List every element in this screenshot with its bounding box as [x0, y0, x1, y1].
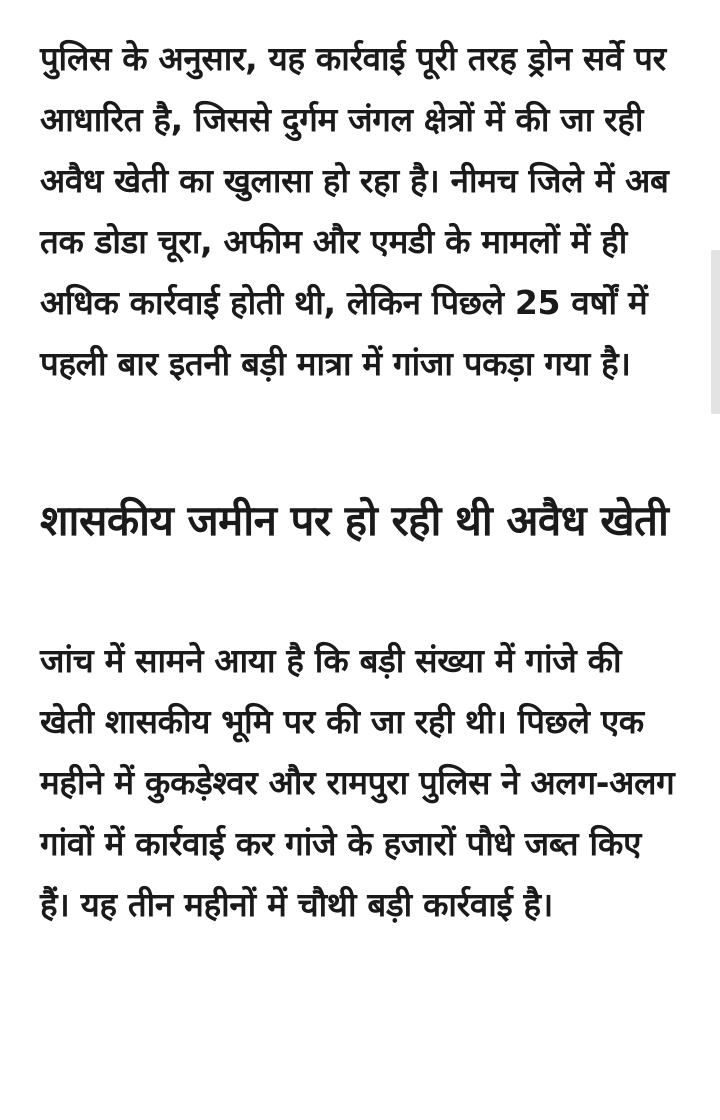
article-paragraph: पुलिस के अनुसार, यह कार्रवाई पूरी तरह ड्रोन सर्वे पर आधारित है, जिससे दुर्गम जंगल क्षेत्रों में की जा रही अवैध खेती का खुलासा हो रहा है। नीमच जिले में अब तक डोडा चूरा, अफीम और एमडी के मामलों में ही अधिक कार्रवाई होती थी, लेकिन पिछले 25 वर्षों में पहली बार इतनी बड़ी मात्रा में गांजा पकड़ा गया है। — [40, 39, 669, 383]
article-paragraph: जांच में सामने आया है कि बड़ी संख्या में गांजे की खेती शासकीय भूमि पर की जा रही थी। पिछले एक महीने में कुकड़ेश्वर और रामपुरा पुलिस ने अलग-अलग गांवों में कार्रवाई कर गांजे के हजारों पौधे जब्त किए हैं। यह तीन महीनों में चौथी बड़ी कार्रवाई है। — [40, 641, 675, 924]
section-heading: शासकीय जमीन पर हो रही थी अवैध खेती — [40, 496, 669, 545]
scrollbar-thumb[interactable] — [711, 250, 720, 414]
article-body — [40, 28, 680, 935]
